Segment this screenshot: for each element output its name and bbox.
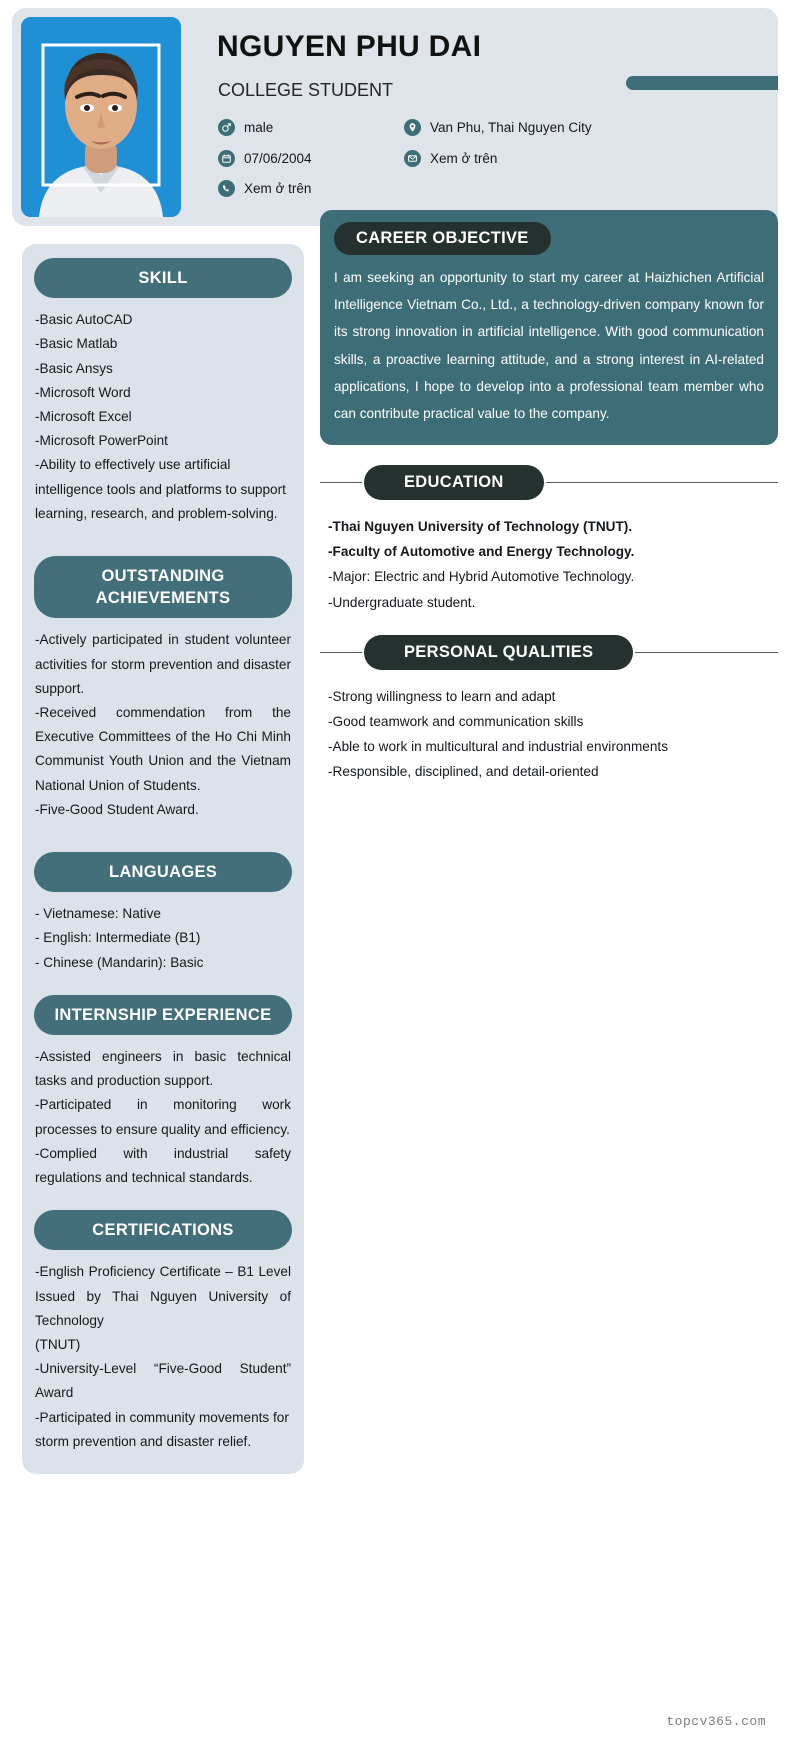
list-item: -Basic Ansys <box>35 360 113 376</box>
divider-left <box>320 482 362 483</box>
list-item: -Actively participated in student volunteer activities for storm prevention and disaster support. <box>35 632 291 696</box>
contact-list-right <box>404 118 634 179</box>
section-heading-qualities: PERSONAL QUALITIES <box>364 635 633 670</box>
contact-list-left <box>218 118 418 210</box>
list-item: (TNUT) <box>35 1337 81 1353</box>
section-heading-objective: CAREER OBJECTIVE <box>334 222 551 255</box>
list-item: -Five-Good Student Award. <box>35 801 199 817</box>
list-item: -Good teamwork and communication skills <box>328 713 584 729</box>
spacer <box>22 975 304 995</box>
main-content <box>320 210 778 784</box>
list-item: -Strong willingness to learn and adapt <box>328 688 556 704</box>
list-item: - Chinese (Mandarin): Basic <box>35 954 204 970</box>
sidebar <box>22 244 304 1474</box>
list-item: -Assisted engineers in basic technical tasks and production support. <box>35 1049 291 1089</box>
avatar <box>21 17 181 217</box>
list-item: -Participated in monitoring work processes to ensure quality and efficiency. <box>35 1097 291 1137</box>
list-item: -Faculty of Automotive and Energy Technology. <box>328 544 635 560</box>
divider-right <box>635 652 778 653</box>
divider-left <box>320 652 362 653</box>
contact-item-gender <box>218 118 418 138</box>
contact-value-gender: male <box>244 120 274 135</box>
location-pin-icon <box>404 119 421 136</box>
section-body-certifications <box>22 1250 304 1454</box>
contact-item-email <box>404 149 634 169</box>
section-body-languages <box>22 892 304 975</box>
contact-item-address <box>404 118 634 138</box>
list-item: -Able to work in multicultural and industrial environments <box>328 738 668 754</box>
list-item: -Thai Nguyen University of Technology (TNUT). <box>328 519 633 535</box>
section-heading-languages: LANGUAGES <box>34 852 292 892</box>
contact-item-birthday <box>218 149 418 169</box>
list-item: - Vietnamese: Native <box>35 906 161 922</box>
spacer <box>22 1190 304 1210</box>
section-body-qualities <box>320 680 778 785</box>
list-item: -Basic Matlab <box>35 336 118 352</box>
list-item: -Major: Electric and Hybrid Automotive Technology. <box>328 569 635 585</box>
section-body-skill <box>22 298 304 526</box>
section-body-internship <box>22 1035 304 1190</box>
career-objective-card <box>320 210 778 445</box>
list-item: -Participated in community movements for storm prevention and disaster relief. <box>35 1409 289 1449</box>
spacer <box>22 526 304 556</box>
section-body-education <box>320 510 778 615</box>
section-heading-internship: INTERNSHIP EXPERIENCE <box>34 995 292 1035</box>
list-item: - English: Intermediate (B1) <box>35 930 201 946</box>
list-item: -University-Level “Five-Good Student” Award <box>35 1361 291 1401</box>
list-item: -Undergraduate student. <box>328 594 476 610</box>
spacer <box>22 822 304 852</box>
list-item: -Received commendation from the Executive Committees of the Ho Chi Minh Communist Youth Union and the Vietnam National Union of Students. <box>35 705 291 793</box>
section-heading-qualities-wrap <box>320 635 778 670</box>
cv-header <box>12 8 778 226</box>
phone-icon <box>218 180 235 197</box>
list-item: -Responsible, disciplined, and detail-oriented <box>328 764 599 780</box>
section-heading-education: EDUCATION <box>364 465 544 500</box>
contact-item-phone <box>218 179 418 199</box>
section-heading-achievements: OUTSTANDING ACHIEVEMENTS <box>34 556 292 619</box>
contact-value-phone: Xem ở trên <box>244 181 312 197</box>
section-heading-skill: SKILL <box>34 258 292 298</box>
watermark: topcv365.com <box>666 1714 766 1729</box>
envelope-icon <box>404 150 421 167</box>
gender-icon <box>218 119 235 136</box>
header-accent-bar <box>626 76 778 90</box>
list-item: -English Proficiency Certificate – B1 Level Issued by Thai Nguyen University of Technology <box>35 1264 291 1328</box>
career-objective-text: I am seeking an opportunity to start my career at Haizhichen Artificial Intelligence Vietnam Co., Ltd., a technology-driven company known for its strong innovation in artificial intelligence. With good communication skills, a proactive learning attitude, and a strong interest in AI-related applications, I hope to develop into a professional team member who can contribute practical value to the company. <box>334 270 764 421</box>
calendar-icon <box>218 150 235 167</box>
contact-value-birthday: 07/06/2004 <box>244 150 312 166</box>
page-title: NGUYEN PHU DAI <box>217 30 482 63</box>
list-item: -Ability to effectively use artificial intelligence tools and platforms to support learning, research, and problem-solving. <box>35 457 286 521</box>
section-body-achievements <box>22 618 304 822</box>
list-item: -Basic AutoCAD <box>35 312 133 328</box>
contact-value-email: Xem ở trên <box>430 150 498 166</box>
contact-value-address: Van Phu, Thai Nguyen City <box>430 120 592 135</box>
list-item: -Microsoft Word <box>35 384 131 400</box>
list-item: -Microsoft PowerPoint <box>35 433 168 449</box>
divider-right <box>546 482 778 483</box>
section-heading-certifications: CERTIFICATIONS <box>34 1210 292 1250</box>
section-heading-education-wrap <box>320 465 778 500</box>
list-item: -Microsoft Excel <box>35 409 132 425</box>
job-title: COLLEGE STUDENT <box>218 80 394 100</box>
list-item: -Complied with industrial safety regulations and technical standards. <box>35 1145 291 1186</box>
